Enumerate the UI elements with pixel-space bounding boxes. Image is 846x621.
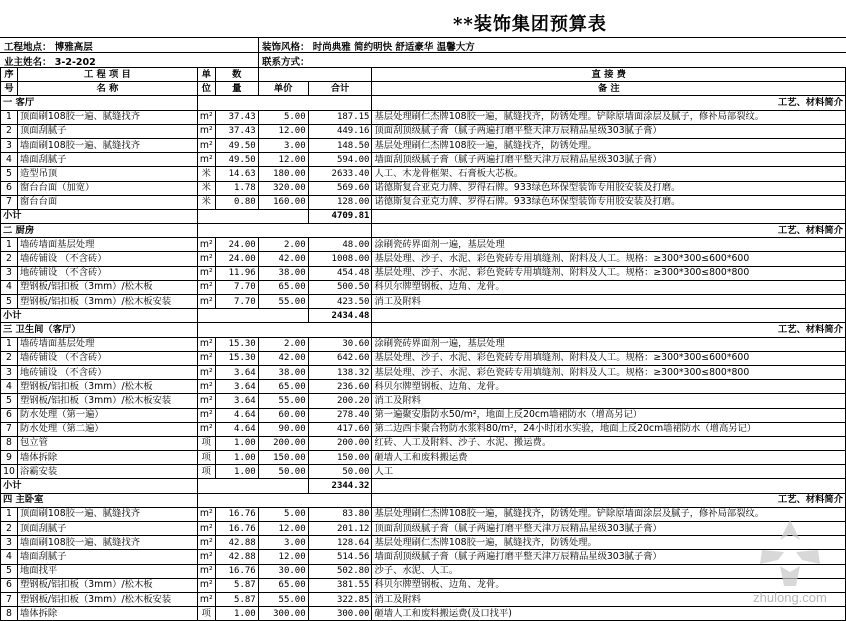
row-qty: 5.87 bbox=[215, 592, 258, 606]
row-unit: m² bbox=[197, 365, 215, 379]
header-price: 单价 bbox=[258, 82, 308, 96]
row-unit: m² bbox=[197, 252, 215, 266]
row-qty: 37.43 bbox=[215, 110, 258, 124]
row-price: 60.00 bbox=[258, 408, 308, 422]
header-item: 工 程 项 目 bbox=[17, 68, 197, 82]
table-row bbox=[1, 422, 846, 436]
row-unit: m² bbox=[197, 408, 215, 422]
row-note: 基层处理刷仁杰牌108胶一遍，腻缝找齐，防锈处理。铲除原墙面涂层及腻子，修补局部裂纹。 bbox=[372, 507, 846, 521]
subtotal-value: 4709.81 bbox=[308, 209, 372, 223]
row-unit: m² bbox=[197, 110, 215, 124]
row-unit: 项 bbox=[197, 465, 215, 479]
row-name: 塑钢板/铝扣板（3mm）/松木板安装 bbox=[17, 592, 197, 606]
table-row bbox=[1, 507, 846, 521]
subtotal-label: 小计 bbox=[1, 479, 198, 493]
row-price: 180.00 bbox=[258, 167, 308, 181]
row-note: 墙面刮顶级腻子膏（腻子两遍打磨平整天津万辰精品星级303腻子膏） bbox=[372, 153, 846, 167]
row-unit: 项 bbox=[197, 436, 215, 450]
row-no: 4 bbox=[1, 280, 18, 294]
row-unit: m² bbox=[197, 380, 215, 394]
row-name: 顶面刷108胶一遍、腻缝找齐 bbox=[17, 507, 197, 521]
row-no: 9 bbox=[1, 451, 18, 465]
row-qty: 1.00 bbox=[215, 436, 258, 450]
table-row bbox=[1, 138, 846, 152]
table-row bbox=[1, 380, 846, 394]
row-note: 基层处理刷仁杰牌108胶一遍，腻缝找齐，防锈处理。 bbox=[372, 138, 846, 152]
row-name: 墙面刮腻子 bbox=[17, 550, 197, 564]
row-unit: m² bbox=[197, 564, 215, 578]
row-total: 423.50 bbox=[308, 295, 372, 309]
row-no: 6 bbox=[1, 181, 18, 195]
row-note: 人工、木龙骨框架、石膏板大芯板。 bbox=[372, 167, 846, 181]
row-total: 83.80 bbox=[308, 507, 372, 521]
row-name: 墙面刷108胶一遍、腻缝找齐 bbox=[17, 536, 197, 550]
row-unit: 米 bbox=[197, 181, 215, 195]
row-name: 地砖铺设 （不含砖） bbox=[17, 365, 197, 379]
header-seq: 序 bbox=[1, 68, 18, 82]
row-price: 65.00 bbox=[258, 280, 308, 294]
table-row bbox=[1, 167, 846, 181]
row-price: 160.00 bbox=[258, 195, 308, 209]
section-blank bbox=[197, 96, 372, 110]
row-qty: 16.76 bbox=[215, 564, 258, 578]
row-qty: 15.30 bbox=[215, 337, 258, 351]
row-name: 塑钢板/铝扣板（3mm）/松木板 bbox=[17, 280, 197, 294]
process-label: 工艺、材料简介 bbox=[372, 96, 846, 110]
row-total: 449.16 bbox=[308, 124, 372, 138]
row-total: 187.15 bbox=[308, 110, 372, 124]
table-row bbox=[1, 153, 846, 167]
row-total: 138.32 bbox=[308, 365, 372, 379]
row-total: 2633.40 bbox=[308, 167, 372, 181]
table-row bbox=[1, 337, 846, 351]
row-name: 顶面刮腻子 bbox=[17, 124, 197, 138]
row-qty: 1.78 bbox=[215, 181, 258, 195]
row-price: 12.00 bbox=[258, 550, 308, 564]
header-direct: 直 接 费 bbox=[372, 68, 846, 82]
row-no: 7 bbox=[1, 592, 18, 606]
row-qty: 5.87 bbox=[215, 578, 258, 592]
table-row bbox=[1, 536, 846, 550]
row-unit: m² bbox=[197, 351, 215, 365]
header-qty2: 量 bbox=[215, 82, 258, 96]
row-price: 2.00 bbox=[258, 238, 308, 252]
row-no: 5 bbox=[1, 167, 18, 181]
row-no: 7 bbox=[1, 195, 18, 209]
row-total: 300.00 bbox=[308, 607, 372, 621]
table-row bbox=[1, 124, 846, 138]
table-row bbox=[1, 578, 846, 592]
row-price: 150.00 bbox=[258, 451, 308, 465]
row-total: 128.00 bbox=[308, 195, 372, 209]
row-unit: m² bbox=[197, 238, 215, 252]
table-row bbox=[1, 295, 846, 309]
row-price: 5.00 bbox=[258, 507, 308, 521]
divider bbox=[0, 37, 846, 38]
table-row bbox=[1, 280, 846, 294]
table-row bbox=[1, 550, 846, 564]
row-name: 造型吊顶 bbox=[17, 167, 197, 181]
row-price: 38.00 bbox=[258, 266, 308, 280]
section-blank bbox=[197, 493, 372, 507]
row-qty: 42.88 bbox=[215, 536, 258, 550]
row-unit: 项 bbox=[197, 451, 215, 465]
row-qty: 16.76 bbox=[215, 507, 258, 521]
row-note: 基层处理刷仁杰牌108胶一遍，腻缝找齐，防锈处理。 bbox=[372, 536, 846, 550]
row-no: 2 bbox=[1, 351, 18, 365]
row-total: 278.40 bbox=[308, 408, 372, 422]
row-unit: m² bbox=[197, 337, 215, 351]
row-total: 201.12 bbox=[308, 522, 372, 536]
row-note: 消工及附料 bbox=[372, 592, 846, 606]
row-no: 1 bbox=[1, 337, 18, 351]
row-total: 148.50 bbox=[308, 138, 372, 152]
table-row bbox=[1, 607, 846, 621]
row-total: 236.60 bbox=[308, 380, 372, 394]
row-total: 150.00 bbox=[308, 451, 372, 465]
row-price: 12.00 bbox=[258, 124, 308, 138]
row-note: 科贝尔牌塑钢板、边角、龙骨。 bbox=[372, 578, 846, 592]
table-row bbox=[1, 110, 846, 124]
row-no: 1 bbox=[1, 238, 18, 252]
process-label: 工艺、材料简介 bbox=[372, 224, 846, 238]
process-label: 工艺、材料简介 bbox=[372, 493, 846, 507]
row-no: 4 bbox=[1, 380, 18, 394]
row-note: 墙面刮顶级腻子膏（腻子两遍打磨平整天津万辰精品星级303腻子膏） bbox=[372, 550, 846, 564]
row-price: 42.00 bbox=[258, 252, 308, 266]
row-price: 3.00 bbox=[258, 536, 308, 550]
row-price: 65.00 bbox=[258, 578, 308, 592]
table-row bbox=[1, 351, 846, 365]
row-total: 30.60 bbox=[308, 337, 372, 351]
row-no: 3 bbox=[1, 138, 18, 152]
row-price: 38.00 bbox=[258, 365, 308, 379]
row-total: 128.64 bbox=[308, 536, 372, 550]
row-qty: 37.43 bbox=[215, 124, 258, 138]
row-price: 200.00 bbox=[258, 436, 308, 450]
row-qty: 15.30 bbox=[215, 351, 258, 365]
row-name: 塑钢板/铝扣板（3mm）/松木板安装 bbox=[17, 394, 197, 408]
row-total: 1008.00 bbox=[308, 252, 372, 266]
section-blank bbox=[197, 224, 372, 238]
table-row bbox=[1, 408, 846, 422]
row-unit: m² bbox=[197, 522, 215, 536]
row-name: 墙体拆除 bbox=[17, 607, 197, 621]
row-name: 塑钢板/铝扣板（3mm）/松木板 bbox=[17, 380, 197, 394]
row-no: 1 bbox=[1, 507, 18, 521]
row-total: 502.80 bbox=[308, 564, 372, 578]
subtotal-note-blank bbox=[372, 479, 846, 493]
row-name: 地砖铺设 （不含砖） bbox=[17, 266, 197, 280]
table-row bbox=[1, 238, 846, 252]
row-total: 417.60 bbox=[308, 422, 372, 436]
subtotal-blank bbox=[197, 309, 308, 323]
row-note: 第二边西卡聚合物防水浆料80/m²，24小时闭水实验，地面上反20cm墙裙防水（增高另记） bbox=[372, 422, 846, 436]
style-label: 装饰风格： 时尚典雅 简约明快 舒适豪华 温馨大方 bbox=[262, 42, 475, 53]
row-unit: m² bbox=[197, 394, 215, 408]
header-blank bbox=[258, 68, 372, 82]
row-qty: 1.00 bbox=[215, 465, 258, 479]
row-unit: m² bbox=[197, 422, 215, 436]
table-row bbox=[1, 365, 846, 379]
row-qty: 49.50 bbox=[215, 153, 258, 167]
row-price: 55.00 bbox=[258, 592, 308, 606]
header-unit: 单 bbox=[197, 68, 215, 82]
section-header-row bbox=[1, 323, 846, 337]
row-no: 5 bbox=[1, 394, 18, 408]
row-qty: 11.96 bbox=[215, 266, 258, 280]
section-title: 二 厨房 bbox=[1, 224, 198, 238]
table-row bbox=[1, 181, 846, 195]
row-qty: 24.00 bbox=[215, 238, 258, 252]
row-no: 5 bbox=[1, 295, 18, 309]
row-price: 30.00 bbox=[258, 564, 308, 578]
row-price: 5.00 bbox=[258, 110, 308, 124]
row-name: 地面找平 bbox=[17, 564, 197, 578]
row-name: 防水处理（第一遍） bbox=[17, 408, 197, 422]
row-price: 12.00 bbox=[258, 153, 308, 167]
row-name: 顶面刮腻子 bbox=[17, 522, 197, 536]
subtotal-row bbox=[1, 209, 846, 223]
row-note: 诺德斯复合亚克力牌、罗得石牌。933绿色环保型装饰专用胶安装及打磨。 bbox=[372, 195, 846, 209]
row-name: 墙砖墙面基层处理 bbox=[17, 238, 197, 252]
row-price: 3.00 bbox=[258, 138, 308, 152]
row-note: 人工 bbox=[372, 465, 846, 479]
row-no: 7 bbox=[1, 422, 18, 436]
row-no: 6 bbox=[1, 578, 18, 592]
process-label: 工艺、材料简介 bbox=[372, 323, 846, 337]
document-title-bar bbox=[0, 0, 846, 37]
row-unit: 米 bbox=[197, 195, 215, 209]
row-no: 3 bbox=[1, 266, 18, 280]
row-total: 569.60 bbox=[308, 181, 372, 195]
row-unit: m² bbox=[197, 578, 215, 592]
row-qty: 3.64 bbox=[215, 380, 258, 394]
row-price: 65.00 bbox=[258, 380, 308, 394]
row-unit: m² bbox=[197, 507, 215, 521]
row-name: 浴霸安装 bbox=[17, 465, 197, 479]
row-name: 墙砖铺设 （不含砖） bbox=[17, 252, 197, 266]
subtotal-blank bbox=[197, 479, 308, 493]
subtotal-note-blank bbox=[372, 209, 846, 223]
table-row bbox=[1, 252, 846, 266]
row-qty: 42.88 bbox=[215, 550, 258, 564]
row-price: 50.00 bbox=[258, 465, 308, 479]
row-name: 墙砖墙面基层处理 bbox=[17, 337, 197, 351]
row-no: 2 bbox=[1, 522, 18, 536]
row-total: 381.55 bbox=[308, 578, 372, 592]
table-row bbox=[1, 436, 846, 450]
row-qty: 1.00 bbox=[215, 451, 258, 465]
section-title: 一 客厅 bbox=[1, 96, 198, 110]
row-price: 300.00 bbox=[258, 607, 308, 621]
row-no: 4 bbox=[1, 550, 18, 564]
row-note: 第一遍聚安脂防水50/m²，地面上反20cm墙裙防水（增高另记） bbox=[372, 408, 846, 422]
row-price: 12.00 bbox=[258, 522, 308, 536]
table-header-row bbox=[1, 68, 846, 82]
row-no: 3 bbox=[1, 365, 18, 379]
row-total: 594.00 bbox=[308, 153, 372, 167]
row-qty: 3.64 bbox=[215, 365, 258, 379]
row-note: 顶面刮顶级腻子膏（腻子两遍打磨平整天津万辰精品星级303腻子膏） bbox=[372, 522, 846, 536]
row-unit: m² bbox=[197, 550, 215, 564]
header-unit2: 位 bbox=[197, 82, 215, 96]
row-unit: m² bbox=[197, 124, 215, 138]
row-name: 窗台台面 bbox=[17, 195, 197, 209]
table-row bbox=[1, 394, 846, 408]
subtotal-label: 小计 bbox=[1, 209, 198, 223]
row-qty: 1.00 bbox=[215, 607, 258, 621]
row-unit: m² bbox=[197, 280, 215, 294]
row-name: 防水处理（第二遍） bbox=[17, 422, 197, 436]
row-qty: 49.50 bbox=[215, 138, 258, 152]
row-name: 塑钢板/铝扣板（3mm）/松木板安装 bbox=[17, 295, 197, 309]
row-unit: m² bbox=[197, 536, 215, 550]
row-note: 基层处理、沙子、水泥、彩色瓷砖专用填缝剂、附料及人工。规格：≥300*300≤800*800 bbox=[372, 365, 846, 379]
row-price: 90.00 bbox=[258, 422, 308, 436]
row-qty: 7.70 bbox=[215, 280, 258, 294]
row-note: 科贝尔牌塑钢板、边角、龙骨。 bbox=[372, 380, 846, 394]
table-row bbox=[1, 266, 846, 280]
row-unit: m² bbox=[197, 153, 215, 167]
row-note: 基层处理、沙子、水泥、彩色瓷砖专用填缝剂、附料及人工。规格：≥300*300≤600*600 bbox=[372, 351, 846, 365]
row-note: 诺德斯复合亚克力牌、罗得石牌。933绿色环保型装饰专用胶安装及打磨。 bbox=[372, 181, 846, 195]
row-note: 涂刷瓷砖界面剂一遍，基层处理 bbox=[372, 238, 846, 252]
row-total: 500.50 bbox=[308, 280, 372, 294]
row-total: 514.56 bbox=[308, 550, 372, 564]
row-no: 8 bbox=[1, 607, 18, 621]
row-price: 320.00 bbox=[258, 181, 308, 195]
subtotal-row bbox=[1, 479, 846, 493]
row-note: 基层处理刷仁杰牌108胶一遍，腻缝找齐，防锈处理。铲除原墙面涂层及腻子，修补局部裂纹。 bbox=[372, 110, 846, 124]
row-note: 红砖、人工及附料、沙子、水泥、搬运费。 bbox=[372, 436, 846, 450]
row-name: 墙体拆除 bbox=[17, 451, 197, 465]
subtotal-note-blank bbox=[372, 309, 846, 323]
row-unit: m² bbox=[197, 138, 215, 152]
row-no: 10 bbox=[1, 465, 18, 479]
row-name: 墙砖铺设 （不含砖） bbox=[17, 351, 197, 365]
row-note: 消工及附料 bbox=[372, 295, 846, 309]
row-no: 3 bbox=[1, 536, 18, 550]
row-name: 墙面刷108胶一遍、腻缝找齐 bbox=[17, 138, 197, 152]
row-no: 2 bbox=[1, 252, 18, 266]
table-row bbox=[1, 451, 846, 465]
table-row bbox=[1, 564, 846, 578]
header-name: 名 称 bbox=[17, 82, 197, 96]
row-qty: 4.64 bbox=[215, 408, 258, 422]
table-row bbox=[1, 592, 846, 606]
row-unit: 米 bbox=[197, 167, 215, 181]
header-remark: 备 注 bbox=[372, 82, 846, 96]
row-note: 砸墙人工和废料搬运费(及口找平) bbox=[372, 607, 846, 621]
row-note: 涂刷瓷砖界面剂一遍，基层处理 bbox=[372, 337, 846, 351]
row-name: 墙面刮腻子 bbox=[17, 153, 197, 167]
row-qty: 3.64 bbox=[215, 394, 258, 408]
document-title: **装饰集团预算表 bbox=[453, 14, 607, 35]
section-title: 三 卫生间（客厅） bbox=[1, 323, 198, 337]
row-qty: 24.00 bbox=[215, 252, 258, 266]
row-unit: m² bbox=[197, 295, 215, 309]
row-name: 塑钢板/铝扣板（3mm）/松木板 bbox=[17, 578, 197, 592]
row-no: 1 bbox=[1, 110, 18, 124]
owner-label: 业主姓名： 3-2-202 bbox=[4, 57, 96, 68]
row-total: 642.60 bbox=[308, 351, 372, 365]
contact-label: 联系方式： bbox=[262, 57, 310, 68]
row-no: 5 bbox=[1, 564, 18, 578]
row-name: 顶面刷108胶一遍、腻缝找齐 bbox=[17, 110, 197, 124]
header-qty: 数 bbox=[215, 68, 258, 82]
section-header-row bbox=[1, 224, 846, 238]
row-note: 基层处理、沙子、水泥、彩色瓷砖专用填缝剂、附料及人工。规格：≥300*300≤600*600 bbox=[372, 252, 846, 266]
table-row bbox=[1, 465, 846, 479]
section-title: 四 主卧室 bbox=[1, 493, 198, 507]
budget-table bbox=[0, 67, 846, 621]
watermark-text: zhulong.com bbox=[753, 590, 827, 605]
row-name: 窗台台面（加宽） bbox=[17, 181, 197, 195]
row-note: 基层处理、沙子、水泥、彩色瓷砖专用填缝剂、附料及人工。规格：≥300*300≤800*800 bbox=[372, 266, 846, 280]
header-seq2: 号 bbox=[1, 82, 18, 96]
row-unit: m² bbox=[197, 266, 215, 280]
row-name: 包立管 bbox=[17, 436, 197, 450]
row-no: 8 bbox=[1, 436, 18, 450]
row-total: 454.48 bbox=[308, 266, 372, 280]
section-header-row bbox=[1, 96, 846, 110]
table-row bbox=[1, 195, 846, 209]
subtotal-value: 2434.48 bbox=[308, 309, 372, 323]
subtotal-label: 小计 bbox=[1, 309, 198, 323]
row-price: 55.00 bbox=[258, 295, 308, 309]
row-note: 砸墙人工和废料搬运费 bbox=[372, 451, 846, 465]
row-note: 消工及附料 bbox=[372, 394, 846, 408]
row-qty: 0.80 bbox=[215, 195, 258, 209]
row-price: 2.00 bbox=[258, 337, 308, 351]
row-price: 55.00 bbox=[258, 394, 308, 408]
section-blank bbox=[197, 323, 372, 337]
row-note: 顶面刮顶级腻子膏（腻子两遍打磨平整天津万辰精品星级303腻子膏） bbox=[372, 124, 846, 138]
row-total: 200.00 bbox=[308, 436, 372, 450]
row-price: 42.00 bbox=[258, 351, 308, 365]
row-no: 2 bbox=[1, 124, 18, 138]
row-qty: 4.64 bbox=[215, 422, 258, 436]
row-note: 沙子、水泥、人工。 bbox=[372, 564, 846, 578]
subtotal-row bbox=[1, 309, 846, 323]
row-qty: 7.70 bbox=[215, 295, 258, 309]
row-qty: 16.76 bbox=[215, 522, 258, 536]
subtotal-value: 2344.32 bbox=[308, 479, 372, 493]
row-total: 48.00 bbox=[308, 238, 372, 252]
watermark-logo-icon bbox=[740, 512, 840, 610]
row-no: 6 bbox=[1, 408, 18, 422]
table-row bbox=[1, 522, 846, 536]
row-unit: m² bbox=[197, 592, 215, 606]
row-no: 4 bbox=[1, 153, 18, 167]
row-qty: 14.63 bbox=[215, 167, 258, 181]
row-unit: 项 bbox=[197, 607, 215, 621]
header-total: 合计 bbox=[308, 82, 372, 96]
section-header-row bbox=[1, 493, 846, 507]
divider bbox=[258, 37, 259, 67]
site-label: 工程地点： 博雅高层 bbox=[4, 42, 93, 53]
table-header-row bbox=[1, 82, 846, 96]
row-note: 科贝尔牌塑钢板、边角、龙骨。 bbox=[372, 280, 846, 294]
row-total: 200.20 bbox=[308, 394, 372, 408]
row-total: 50.00 bbox=[308, 465, 372, 479]
row-total: 322.85 bbox=[308, 592, 372, 606]
subtotal-blank bbox=[197, 209, 308, 223]
